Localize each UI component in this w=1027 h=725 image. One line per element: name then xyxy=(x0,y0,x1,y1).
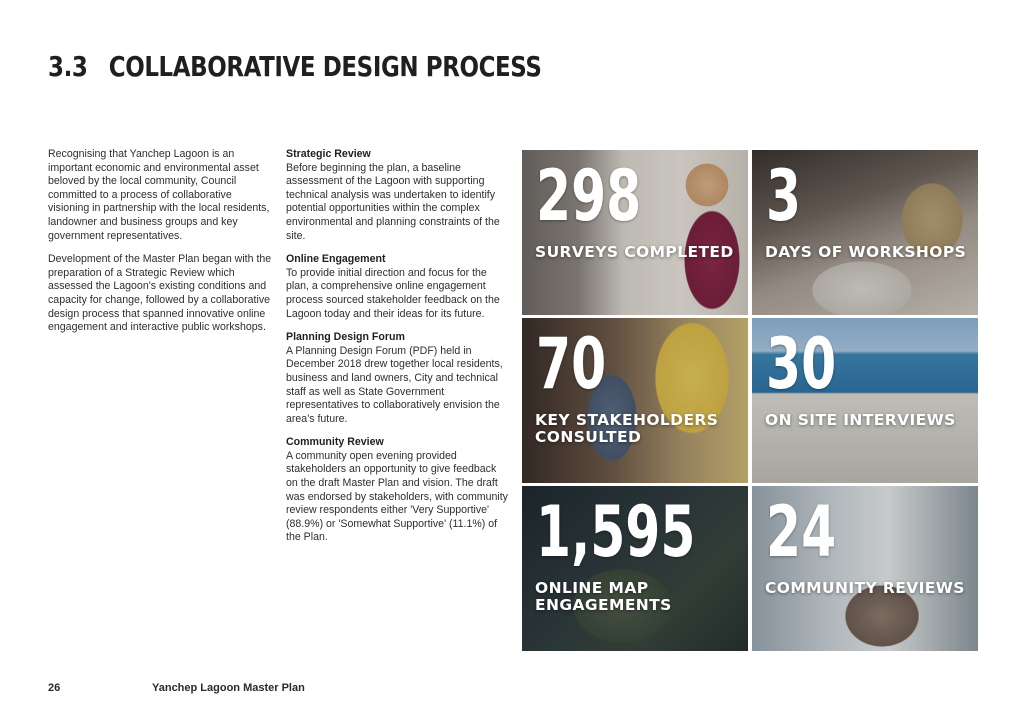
document-title: Yanchep Lagoon Master Plan xyxy=(152,682,305,694)
page-heading xyxy=(48,50,542,83)
stat-tile-surveys xyxy=(522,150,748,315)
section-community-review xyxy=(286,436,508,545)
section-heading: Community Review xyxy=(286,436,384,449)
section-body: Before beginning the plan, a baseline assessment of the Lagoon with supporting technical analysis was undertaken to identify potential opportunities within the complex environmental and planning constraints of the site. xyxy=(286,161,500,242)
intro-paragraph-1: Recognising that Yanchep Lagoon is an important economic and environmental asset beloved by the local community, Council committed to a process of collaborative visioning in partnership with the local residents, landowner and business groups and key government representatives. xyxy=(48,148,270,242)
section-planning-design-forum xyxy=(286,331,508,426)
stat-value: 24 xyxy=(766,491,837,573)
section-body: A community open evening provided stakeholders an opportunity to give feedback on the draft Master Plan and vision. The draft was endorsed by stakeholders, with community review respondents either 'Very Supportive' (88.9%) or 'Somewhat Supportive' (11.1%) of the Plan. xyxy=(286,449,508,544)
process-column xyxy=(286,148,508,555)
section-heading: Online Engagement xyxy=(286,253,386,266)
stat-label: ONLINE MAP ENGAGEMENTS xyxy=(535,579,672,614)
section-heading: Planning Design Forum xyxy=(286,331,405,344)
statistics-grid xyxy=(522,150,978,652)
stat-tile-community-reviews xyxy=(752,486,978,651)
stat-value: 1,595 xyxy=(536,491,696,573)
section-title: COLLABORATIVE DESIGN PROCESS xyxy=(108,50,542,83)
stat-tile-map-engagements xyxy=(522,486,748,651)
section-strategic-review xyxy=(286,148,508,243)
stat-value: 298 xyxy=(536,155,642,237)
section-body: To provide initial direction and focus for the plan, a comprehensive online engagement process sourced stakeholder feedback on the Lagoon today and their ideas for its future. xyxy=(286,266,500,320)
section-body: A Planning Design Forum (PDF) held in December 2018 drew together local residents, business and land owners, City and technical staff as well as State Government representatives to collaboratively envision the area's future. xyxy=(286,344,503,425)
intro-paragraph-2: Development of the Master Plan began with the preparation of a Strategic Review which assessed the Lagoon's existing conditions and capacity for change, followed by a collaborative design process that spanned innovative online engagement and interactive public workshops. xyxy=(48,253,272,334)
section-heading: Strategic Review xyxy=(286,148,371,160)
section-number: 3.3 xyxy=(48,50,88,83)
stat-tile-stakeholders xyxy=(522,318,748,483)
page-number: 26 xyxy=(48,682,61,694)
stat-value: 70 xyxy=(536,323,607,405)
intro-column xyxy=(48,148,273,345)
stat-value: 3 xyxy=(766,155,802,237)
stat-label: ON SITE INTERVIEWS xyxy=(765,411,956,429)
stat-label: SURVEYS COMPLETED xyxy=(535,243,734,261)
section-online-engagement xyxy=(286,253,508,321)
stat-label: DAYS OF WORKSHOPS xyxy=(765,243,967,261)
stat-label: COMMUNITY REVIEWS xyxy=(765,579,965,597)
stat-value: 30 xyxy=(766,323,837,405)
stat-label: KEY STAKEHOLDERS CONSULTED xyxy=(535,411,719,446)
stat-tile-workshops xyxy=(752,150,978,315)
stat-tile-interviews xyxy=(752,318,978,483)
